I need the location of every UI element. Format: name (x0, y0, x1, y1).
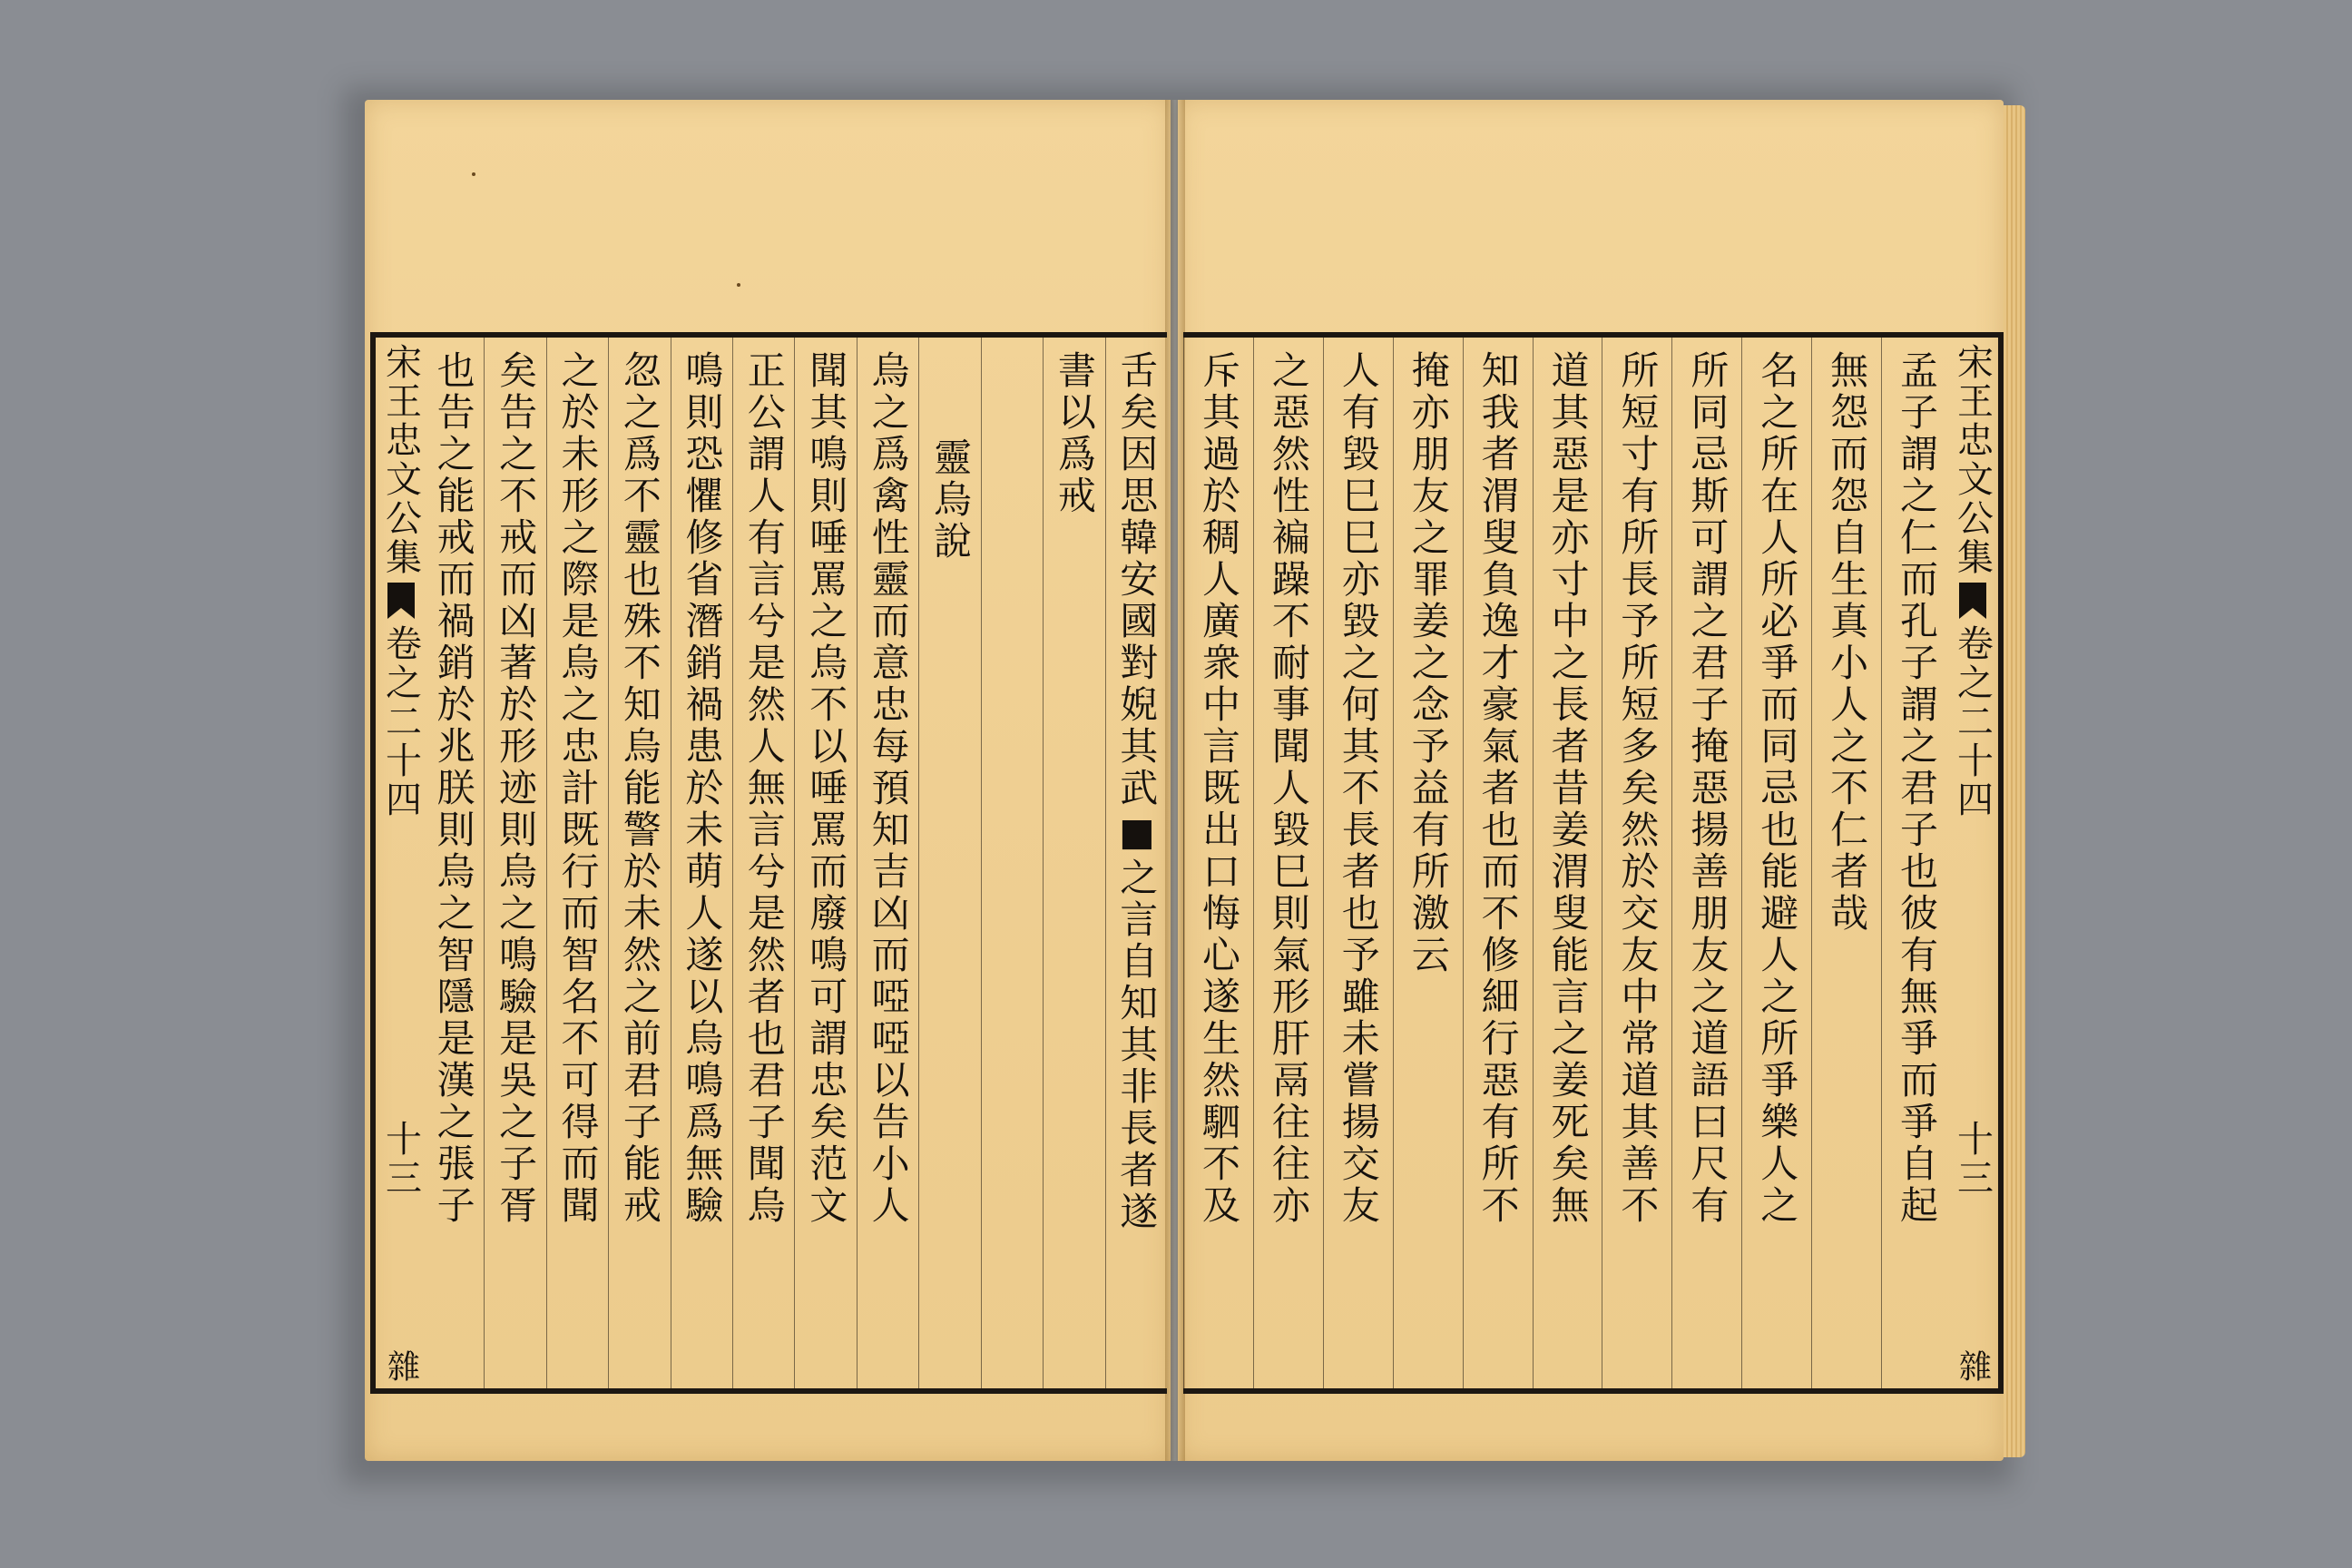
book-title-marginal: 宋王忠文公集 (379, 343, 422, 577)
folio-number: 十三 (1951, 1120, 1994, 1198)
paper-speck (472, 172, 475, 176)
book-gutter (1165, 100, 1185, 1461)
text-column: 也告之能戒而禍銷於兆朕則烏之智隱是漢之張子 (431, 350, 476, 1227)
volume-marginal: 卷之二十四 (1951, 624, 1994, 819)
text-column: 書以爲戒 (1043, 338, 1104, 1388)
folio-number: 十三 (379, 1120, 422, 1198)
text-column: 烏之爲禽性靈而意忠每預知吉凶而啞啞以告小人 (857, 338, 918, 1388)
fish-tail-mark (387, 583, 415, 619)
text-column: 之惡然性褊躁不耐事聞人毀巳則氣形肝鬲往往亦 (1253, 338, 1323, 1388)
blank-column (981, 338, 1043, 1388)
text-column: 正公謂人有言兮是然人無言兮是然者也君子聞烏 (732, 338, 794, 1388)
text-column: 所同忌斯可謂之君子掩惡揚善朋友之道語曰尺有 (1671, 338, 1741, 1388)
text-column: 舌矣因思韓安國對婗其武■之言自知其非長者遂 (1105, 338, 1167, 1388)
text-column: 孟子謂之仁而孔子謂之君子也彼有無爭而爭自起 (1881, 338, 1951, 1388)
volume-marginal: 卷之二十四 (379, 624, 422, 819)
text-column: 掩亦朋友之罪姜之念予益有所激云 (1393, 338, 1463, 1388)
essay-title: 靈烏說 (918, 338, 980, 1388)
paper-speck (737, 283, 740, 287)
text-column: 知我者渭叟負逸才豪氣者也而不修細行惡有所不 (1463, 338, 1533, 1388)
text-column: 鳴則恐懼修省潛銷禍患於未萌人遂以烏鳴爲無驗 (671, 338, 732, 1388)
fish-tail-mark (1959, 583, 1986, 619)
text-column: 忽之爲不靈也殊不知烏能警於未然之前君子能戒 (608, 338, 670, 1388)
text-column: 名之所在人所必爭而同忌也能避人之所爭樂人之 (1741, 338, 1811, 1388)
text-column: 聞其鳴則唾罵之烏不以唾罵而廢鳴可謂忠矣范文 (794, 338, 856, 1388)
text-column: 所短寸有所長予所短多矣然於交友中常道其善不 (1602, 338, 1671, 1388)
right-center-margin (1951, 338, 1994, 1388)
text-column: 無怨而怨自生真小人之不仁者哉 (1811, 338, 1881, 1388)
page-edges (2004, 105, 2025, 1457)
text-column: 道其惡是亦寸中之長者昔姜渭叟能言之姜死矣無 (1533, 338, 1602, 1388)
left-page-frame (370, 332, 1167, 1394)
section-marker: 雜 (382, 1349, 420, 1385)
text-column: 矣告之不戒而凶著於形迹則烏之鳴驗是吳之子胥 (484, 338, 545, 1388)
section-marker: 雜 (1954, 1349, 1992, 1385)
text-column: 之於未形之際是烏之忠計既行而智名不可得而聞 (546, 338, 608, 1388)
text-column: 斥其過於稠人廣衆中言既出口悔心遂生然駟不及 (1183, 338, 1253, 1388)
right-page-frame (1183, 332, 2004, 1394)
book-title-marginal: 宋王忠文公集 (1951, 343, 1994, 577)
text-column: 人有毀巳巳亦毀之何其不長者也予雖未嘗揚交友 (1323, 338, 1393, 1388)
right-text-columns (1183, 338, 1951, 1388)
left-center-margin (379, 338, 423, 1388)
left-text-columns (423, 338, 1167, 1388)
